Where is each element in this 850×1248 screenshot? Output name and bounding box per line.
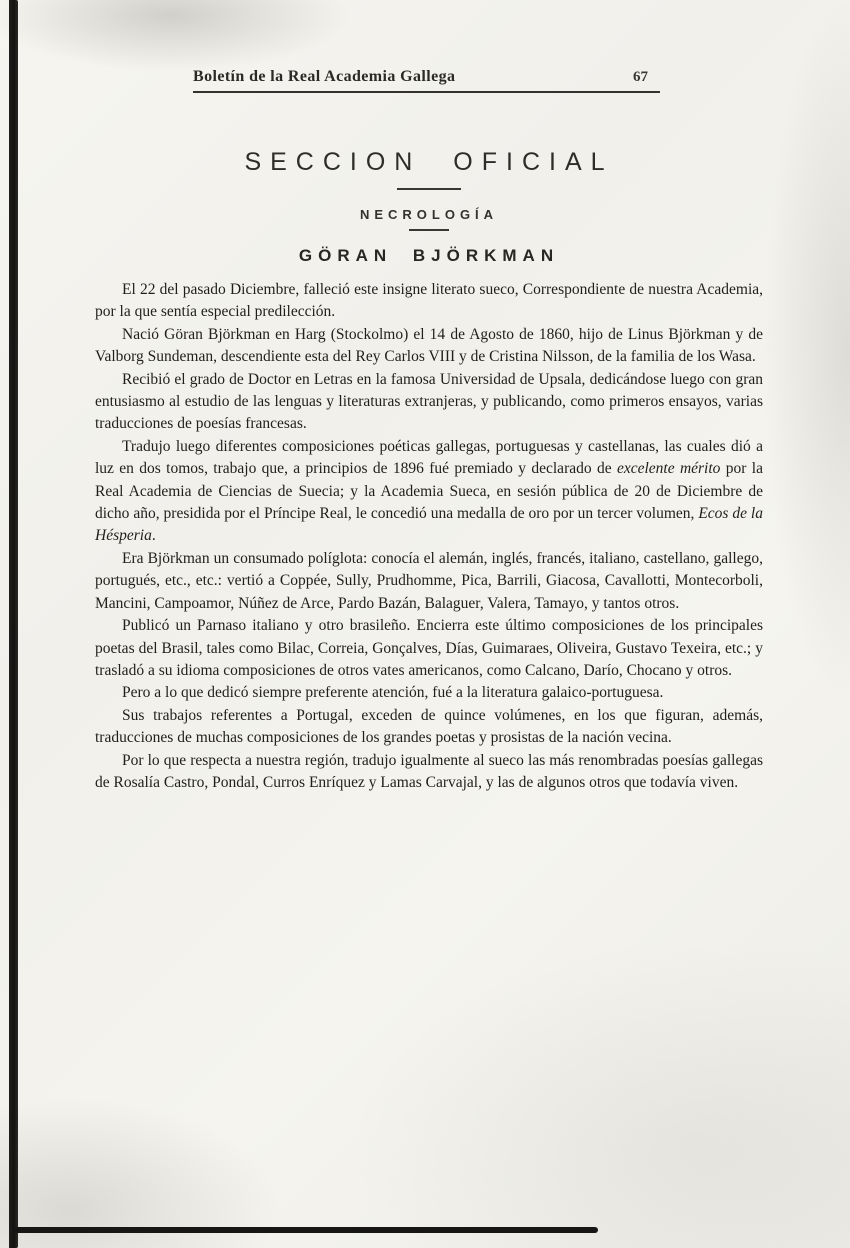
text-run: Pero a lo que dedicó siempre preferente atención, fué a la literatura galaico-portuguesa. xyxy=(122,684,664,702)
text-run: Tradujo luego diferentes composiciones poéticas gallegas, portuguesas y castellanas, las cuales dió a luz en dos tomos, trabajo que, a principios de 1896 fué premiado y declarado de xyxy=(95,437,763,478)
text-run: Sus trabajos referentes a Portugal, exceden de quince volúmenes, en los que figuran, además, traducciones de muchas composiciones de los grandes poetas y prosistas de la nación vecina. xyxy=(95,706,763,747)
text-run: Nació Göran Björkman en Harg (Stockolmo) el 14 de Agosto de 1860, hijo de Linus Björkman y de Valborg Sundeman, descendiente esta del Rey Carlos VIII y de Cristina Nilsson, de la familia de los Wasa. xyxy=(95,325,763,366)
article-title: GÖRAN BJÖRKMAN xyxy=(298,246,560,265)
page-number: 67 xyxy=(633,69,648,85)
text-run: Era Björkman un consumado políglota: conocía el alemán, inglés, francés, italiano, castellano, gallego, portugués, etc., etc.: vertió a Coppée, Sully, Prudhomme, Pica, Barrili, Giacosa, Cavallotti, Montecorboli, Mancini, Campoamor, Núñez de Arce, Pardo Bazán, Balaguer, Valera, Tamayo, y tantos otros. xyxy=(95,549,763,612)
paragraph xyxy=(95,369,763,436)
paragraph xyxy=(95,682,763,704)
subsection-title-rule xyxy=(409,229,449,231)
section-title-rule xyxy=(397,188,461,190)
main-column xyxy=(95,140,763,794)
text-run: Publicó un Parnaso italiano y otro brasileño. Encierra este último composiciones de los principales poetas del Brasil, tales como Bilac, Correia, Gonçalves, Días, Guimaraes, Oliveira, Gustavo Texeira, etc.; y trasladó a su idioma composiciones de otros vates americanos, como Calcano, Darío, Chocano y otros. xyxy=(95,617,763,679)
text-run: El 22 del pasado Diciembre, falleció este insigne literato sueco, Correspondiente de nuestra Academia, por la que sentía especial predilección. xyxy=(95,281,763,321)
scan-edge-bottom xyxy=(13,1227,598,1233)
paragraph xyxy=(95,750,763,795)
paragraph xyxy=(95,279,763,324)
text-run: Por lo que respecta a nuestra región, tradujo igualmente al sueco las más renombradas poesías gallegas de Rosalía Castro, Pondal, Curros Enríquez y Lamas Carvajal, y las de algunos otros que todavía viven. xyxy=(95,751,763,791)
journal-title: Boletín de la Real Academia Gallega xyxy=(193,68,456,85)
paragraph xyxy=(95,436,763,548)
text-run: por la Real Academia de Ciencias de Suecia; y la Academia Sueca, en sesión pública de 20 de Diciembre de dicho año, presidida por el Príncipe Real, le concedió una medalla de oro por un tercer volumen, xyxy=(95,460,763,523)
text-run: Recibió el grado de Doctor en Letras en la famosa Universidad de Upsala, dedicándose luego con gran entusiasmo al estudio de las lenguas y literaturas extranjeras, y publicando, como primeros ensayos, varias traducciones de poesías francesas. xyxy=(95,370,763,433)
text-run: . xyxy=(151,527,156,545)
paragraph xyxy=(95,548,763,615)
italic-text-run: excelente mérito xyxy=(616,460,721,478)
article-body xyxy=(95,279,763,794)
paragraph xyxy=(95,705,763,750)
page-header xyxy=(193,68,660,93)
scan-edge-left xyxy=(9,0,18,1248)
subsection-title: NECROLOGÍA xyxy=(359,207,499,222)
italic-text-run: Ecos de la Hésperia xyxy=(95,505,763,545)
paragraph xyxy=(95,615,763,682)
section-title: SECCION OFICIAL xyxy=(244,148,614,176)
paragraph xyxy=(95,324,763,369)
header-row xyxy=(193,68,660,86)
